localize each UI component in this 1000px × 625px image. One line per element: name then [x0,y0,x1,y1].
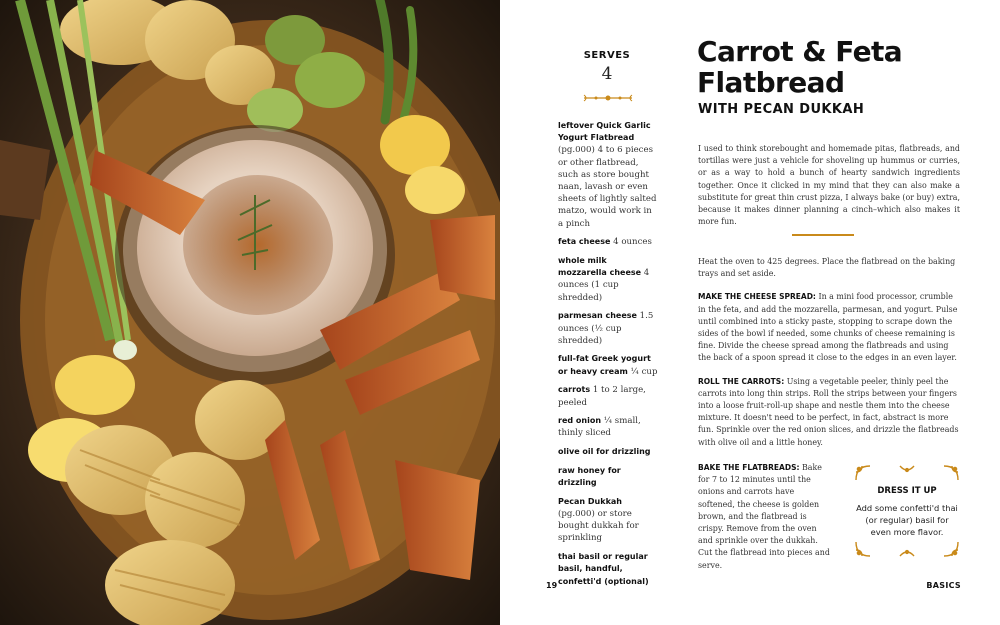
step-heading: BAKE THE FLATBREADS: [698,463,800,472]
step-text: Using a vegetable peeler, thinly peel the carrots into long thin strips. Roll the strips between your fingers into a loose fruit-roll-up shape and nestle them into the cheese mixture. It doesn't need to be perfect, in fact, abstract is more fun. Sprinkle over the red onion slices, and drizzle the flatbreads with olive oil and a little honey. [698,376,959,447]
ingredient-detail: 1 to 2 large, peeled [558,385,646,408]
ingredient-name: whole milk mozzarella cheese [558,256,642,278]
recipe-title: Carrot & Feta Flatbread [697,35,903,99]
step-text: In a mini food processor, crumble in the feta, and add the mozzarella, parmesan, and yogurt. Pulse until combined into a sticky paste, stopping to scrape down the sides of the bowl if needed, some chunks of cheese remaining is fine. Divide the cheese spread among the flatbreads and using the back of a spoon spread it close to the edges in an even layer. [698,292,958,363]
step-text: Bake for 7 to 12 minutes until the onions and carrots have softened, the cheese is golden brown, and the flatbread is crispy. Remove from the oven and sprinkle over the dukkah. Cut the flatbread into pieces and serve. [698,463,830,570]
ingredient-detail: 4 ounces (1 cup shredded) [558,268,650,303]
ingredient-name: parmesan cheese [558,311,637,321]
ingredient-item [558,353,658,377]
ingredient-name: Pecan Dukkah [558,496,622,506]
method-steps [698,256,960,460]
step-heading: MAKE THE CHEESE SPREAD: [698,292,816,302]
section-name: BASICS [926,581,961,590]
step-heading: ROLL THE CARROTS: [698,376,785,386]
ingredient-name: carrots [558,385,591,395]
ingredient-name: raw honey for drizzling [558,465,621,488]
ingredient-item [558,551,658,588]
ingredient-item [558,465,658,489]
ingredient-item [558,415,658,439]
page-number: 19 [546,581,558,590]
step-cheese-spread [698,291,960,364]
ingredient-detail: 1.5 ounces (½ cup shredded) [558,311,654,346]
step-bake [698,462,830,572]
tip-title: DRESS IT UP [877,486,937,496]
ingredient-name: red onion [558,416,602,426]
serves-count: 4 [601,64,613,84]
ingredient-item [558,120,658,230]
ingredient-detail: (pg.000) or store bought dukkah for sprinkling [558,508,639,544]
ingredient-detail: 4 ounces [610,237,652,248]
step-roll-carrots [698,376,960,449]
ingredient-detail: (pg.000) 4 to 6 pieces or other flatbread, such as store bought naan, lavash or even sheets of lightly salted matzo, would work in a pinch [558,145,657,229]
recipe-subtitle: WITH PECAN DUKKAH [698,102,865,117]
ingredient-name: feta cheese [558,237,611,247]
section-divider [792,234,854,236]
ingredient-name: full-fat Greek yogurt or heavy cream [558,354,651,376]
ingredient-item [558,310,658,347]
ingredient-name: olive oil for drizzling [558,447,651,457]
ingredient-item [558,255,658,304]
decorative-divider-icon [582,94,634,102]
ingredient-item [558,446,658,458]
step-preheat: Heat the oven to 425 degrees. Place the flatbread on the baking trays and set aside. [698,257,956,279]
ingredient-name: thai basil or regular basil, handful, confetti'd (optional) [558,552,649,586]
serves-label: SERVES [583,50,631,61]
ingredient-detail: ¼ cup [627,366,658,377]
intro-paragraph: I used to think storebought and homemade pitas, flatbreads, and tortillas were just a vehicle for shoveling up hummus or curries, or as a way to hold a bunch of hearty sandwich ingredients together. Once it clicked in my mind that they can also make a substitute for great thin crust pizza, I always bake (or buy) extra, because it makes dinner planning a cinch–which also makes it more fun. [698,144,960,227]
ingredient-detail: ¼ small, thinly sliced [558,416,641,439]
tip-text: Add some confetti'd thai (or regular) basil for even more flavor. [856,503,958,537]
ingredient-item [558,384,658,408]
ingredient-item [558,496,658,545]
ingredient-name: leftover Quick Garlic Yogurt Flatbread [558,121,651,143]
ingredient-item [558,236,658,248]
ingredient-list [558,120,658,594]
